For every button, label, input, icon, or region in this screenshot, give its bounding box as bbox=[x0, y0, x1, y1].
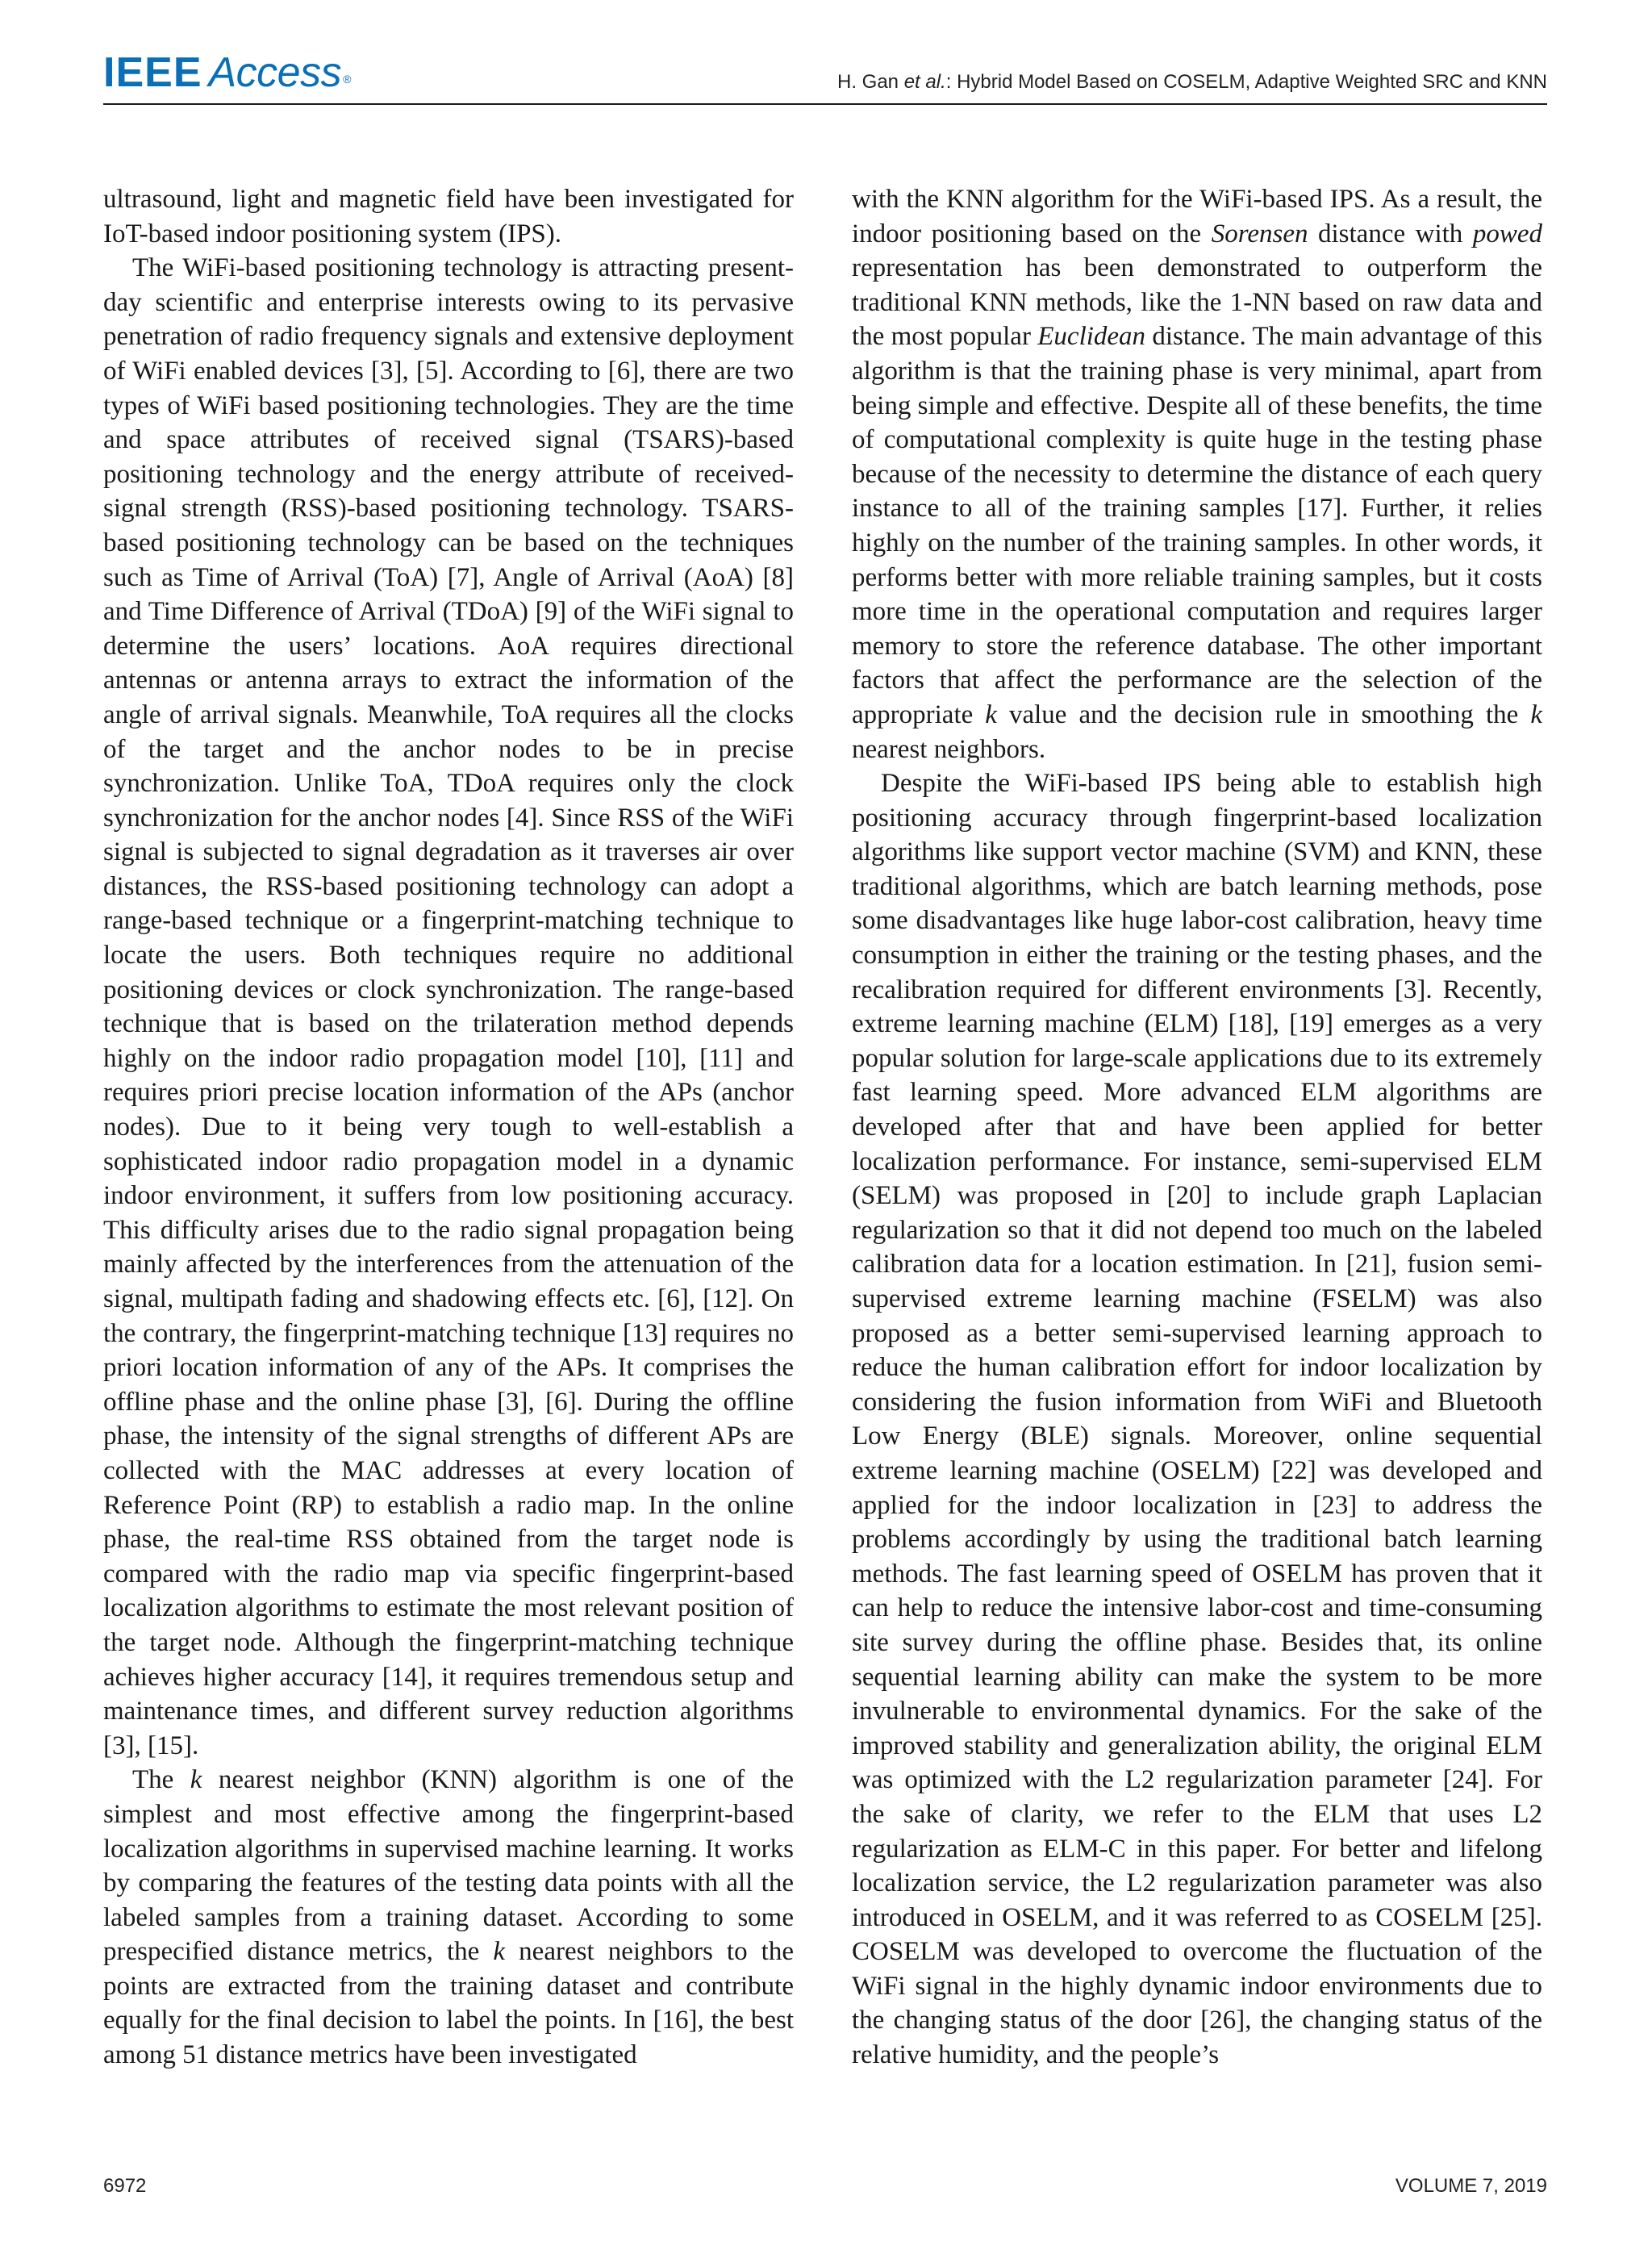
paragraph: ultrasound, light and magnetic field have been investigated for IoT-based indoor positioning system (IPS). bbox=[103, 185, 794, 248]
journal-logo bbox=[103, 48, 351, 97]
header-rule bbox=[103, 103, 1547, 105]
logo-ieee: IEEE bbox=[103, 49, 202, 96]
left-column bbox=[103, 182, 794, 2073]
paragraph: The k nearest neighbor (KNN) algorithm is one of the simplest and most effective among the fingerprint-based localization algorithms in supervised machine learning. It works by comparing the features of the testing data points with all the labeled samples from a training dataset. According to some prespecified distance metrics, the k nearest neighbors to the points are extracted from the training dataset and contribute equally for the final decision to label the points. In [16], the best among 51 distance metrics have been investigated bbox=[103, 1765, 795, 2070]
running-head bbox=[837, 71, 1547, 94]
paragraph: The WiFi-based positioning technology is attracting present-day scientific and enterprise interests owing to its pervasive penetration of radio frequency signals and extensive deployment of WiFi enabled devices [3], [5]. According to [6], there are two types of WiFi based positioning technologies. They are the time and space attributes of received signal (TSARS)-based positioning technology and the energy attribute of received-signal strength (RSS)-based positioning technology. TSARS-based positioning technology can be based on the techniques such as Time of Arrival (ToA) [7], Angle of Arrival (AoA) [8] and Time Difference of Arrival (TDoA) [9] of the WiFi signal to determine the users’ locations. AoA requires directional antennas or antenna arrays to extract the information of the angle of arrival signals. Meanwhile, ToA requires all the clocks of the target and the anchor nodes to be in precise synchronization. Unlike ToA, TDoA requires only the clock synchronization for the anchor nodes [4]. Since RSS of the WiFi signal is subjected to signal degradation as it traverses air over distances, the RSS-based positioning technology can adopt a range-based technique or a fingerprint-matching technique to locate the users. Both techniques require no additional positioning devices or clock synchronization. The range-based technique that is based on the trilateration method depends highly on the indoor radio propagation model [10], [11] and requires priori precise location information of the APs (anchor nodes). Due to it being very tough to well-establish a sophisticated indoor radio propagation model in a dynamic indoor environment, it suffers from low positioning accuracy. This difficulty arises due to the radio signal propagation being mainly affected by the interferences from the attenuation of the signal, multipath fading and shadowing effects etc. [6], [12]. On the contrary, the fingerprint-matching technique [13] requires no priori location information of any of the APs. It comprises the offline phase and the online phase [3], [6]. During the offline phase, the intensity of the signal strengths of different APs are collected with the MAC addresses at every location of Reference Point (RP) to establish a radio map. In the online phase, the real-time RSS obtained from the target node is compared with the radio map via specific fingerprint-based localization algorithms to estimate the most relevant position of the target node. Although the fingerprint-matching technique achieves higher accuracy [14], it requires tremendous setup and maintenance times, and different survey reduction algorithms [3], [15]. bbox=[103, 253, 794, 1760]
running-head-authors: H. Gan bbox=[837, 71, 904, 93]
logo-access: Access bbox=[208, 49, 342, 96]
running-head-title: : Hybrid Model Based on COSELM, Adaptive Weighted SRC and KNN bbox=[945, 71, 1547, 93]
page-number: 6972 bbox=[103, 2175, 147, 2197]
running-head-etal: et al. bbox=[903, 71, 946, 93]
paragraph: with the KNN algorithm for the WiFi-based IPS. As a result, the indoor positioning based on the Sorensen distance with powed representation has been demonstrated to outperform the traditional KNN methods, like the 1-NN based on raw data and the most popular Euclidean distance. The main advantage of this algorithm is that the training phase is very minimal, apart from being simple and effective. Despite all of these benefits, the time of computational complexity is quite huge in the testing phase because of the necessity to determine the distance of each query instance to all of the training samples [17]. Further, it relies highly on the number of the training samples. In other words, it performs better with more reliable training samples, but it costs more time in the operational computation and requires larger memory to store the reference database. The other important factors that affect the performance are the selection of the appropriate k value and the decision rule in smoothing the k nearest neighbors. bbox=[852, 185, 1542, 764]
page-header bbox=[103, 48, 1547, 105]
right-column bbox=[852, 182, 1542, 2073]
volume-label: VOLUME 7, 2019 bbox=[1395, 2175, 1547, 2197]
paragraph: Despite the WiFi-based IPS being able to establish high positioning accuracy through fingerprint-based localization algorithms like support vector machine (SVM) and KNN, these traditional algorithms, which are batch learning methods, pose some disadvantages like huge labor-cost calibration, heavy time consumption in either the training or the testing phases, and the recalibration required for different environments [3]. Recently, extreme learning machine (ELM) [18], [19] emerges as a very popular solution for large-scale applications due to its extremely fast learning speed. More advanced ELM algorithms are developed after that and have been applied for better localization performance. For instance, semi-supervised ELM (SELM) was proposed in [20] to include graph Laplacian regularization so that it did not depend too much on the labeled calibration data for a location estimation. In [21], fusion semi-supervised extreme learning machine (FSELM) was also proposed as a better semi-supervised learning approach to reduce the human calibration effort for indoor localization by considering the fusion information from WiFi and Bluetooth Low Energy (BLE) signals. Moreover, online sequential extreme learning machine (OSELM) [22] was developed and applied for the indoor localization in [23] to address the problems accordingly by using the traditional batch learning methods. The fast learning speed of OSELM has proven that it can help to reduce the intensive labor-cost and time-consuming site survey during the offline phase. Besides that, its online sequential learning ability can make the system to be more invulnerable to environmental dynamics. For the sake of the improved stability and generalization ability, the original ELM was optimized with the L2 regularization parameter [24]. For the sake of clarity, we refer to the ELM that uses L2 regularization as ELM-C in this paper. For better and lifelong localization service, the L2 regularization parameter was also introduced in OSELM, and it was referred to as COSELM [25]. COSELM was developed to overcome the fluctuation of the WiFi signal in the highly dynamic indoor environments due to the changing status of the door [26], the changing status of the relative humidity, and the people’s bbox=[852, 769, 1542, 2070]
logo-trademark: ® bbox=[343, 73, 352, 86]
